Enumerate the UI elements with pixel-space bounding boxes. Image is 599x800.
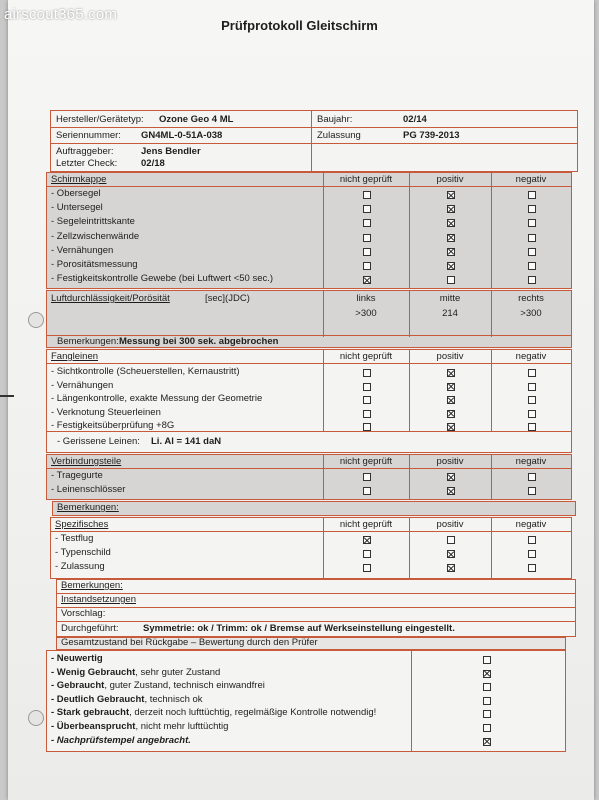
- fang-item-label: - Längenkontrolle, exakte Messung der Geometrie: [51, 393, 263, 404]
- spez-item-positiv-checkbox[interactable]: [447, 564, 455, 572]
- schirm-item-positiv-checkbox[interactable]: [447, 191, 455, 199]
- schirm-item-label: - Zellzwischenwände: [51, 230, 140, 242]
- fangleinen-section: [46, 349, 572, 453]
- schirm-item-negativ-checkbox[interactable]: [528, 205, 536, 213]
- fang-item-nicht-checkbox[interactable]: [363, 423, 371, 431]
- gesamt-section: [46, 650, 566, 752]
- header-box: [50, 110, 578, 172]
- fang-item-negativ-checkbox[interactable]: [528, 423, 536, 431]
- schirm-item-negativ-checkbox[interactable]: [528, 248, 536, 256]
- verb-item-label: - Leinenschlösser: [51, 484, 126, 495]
- gesamt-item-rest: , derzeit noch lufttüchtig, regelmäßige Kontrolle notwendig!: [129, 707, 377, 719]
- gesamt-item-bold: - Deutlich Gebraucht: [51, 693, 145, 705]
- watermark: airscout365.com: [4, 6, 118, 23]
- luft-title: Luftdurchlässigkeit/Porösität: [51, 293, 170, 304]
- hersteller-label: Hersteller/Gerätetyp:: [56, 114, 144, 125]
- gesamt-item-bold: - Wenig Gebraucht: [51, 666, 136, 678]
- verb-col-negativ: negativ: [515, 456, 547, 467]
- fold-mark: [0, 395, 14, 397]
- vorschlag-label: Vorschlag:: [61, 608, 106, 619]
- luft-col-rechts: rechts: [518, 293, 544, 304]
- schirm-item-negativ-checkbox[interactable]: [528, 191, 536, 199]
- gesamt-item-label: [51, 653, 103, 664]
- fang-item-positiv-checkbox[interactable]: [447, 410, 455, 418]
- spez-item-label: - Typenschild: [55, 547, 111, 558]
- gesamt-item-label: [51, 667, 220, 678]
- fang-col-positiv: positiv: [436, 351, 464, 362]
- fang-item-nicht-checkbox[interactable]: [363, 383, 371, 391]
- spez-remark-label: Bemerkungen:: [61, 580, 123, 591]
- fang-col-nicht: nicht geprüft: [339, 351, 393, 362]
- zulassung-value: PG 739-2013: [403, 130, 460, 141]
- fang-item-label: - Verknotung Steuerleinen: [51, 406, 161, 418]
- verbindung-remark-box: [52, 501, 576, 516]
- luft-col-links: links: [356, 293, 376, 304]
- gesamt-item-bold: - Überbeansprucht: [51, 721, 136, 732]
- verb-item-nicht-checkbox[interactable]: [363, 487, 371, 495]
- gesamt-title: Gesamtzustand bei Rückgabe – Bewertung durch den Prüfer: [61, 637, 318, 648]
- spez-col-negativ: negativ: [515, 519, 547, 530]
- gesamt-checkbox[interactable]: [483, 683, 491, 691]
- gesamt-checkbox[interactable]: [483, 724, 491, 732]
- verb-item-positiv-checkbox[interactable]: [447, 473, 455, 481]
- luft-value-mitte: 214: [442, 308, 458, 319]
- punch-hole-bottom: [28, 710, 44, 726]
- punch-hole-top: [28, 312, 44, 328]
- gesamt-item-bold: - Nachprüfstempel angebracht.: [51, 734, 191, 746]
- page-title: Prüfprotokoll Gleitschirm: [221, 18, 378, 33]
- gesamt-item-label: [51, 694, 203, 705]
- serien-label: Seriennummer:: [56, 130, 121, 141]
- gesamt-item-rest: , nicht mehr lufttüchtig: [135, 721, 229, 732]
- fang-col-negativ: negativ: [515, 351, 547, 362]
- schirmkappe-section: [46, 172, 572, 289]
- schirm-item-positiv-checkbox[interactable]: [447, 276, 455, 284]
- verb-col-positiv: positiv: [436, 456, 464, 467]
- fang-item-nicht-checkbox[interactable]: [363, 396, 371, 404]
- gesamt-checkbox[interactable]: [483, 738, 491, 746]
- schirm-item-label: - Vernähungen: [51, 244, 114, 256]
- gesamt-item-bold: - Neuwertig: [51, 653, 103, 664]
- check-value: 02/18: [141, 158, 165, 169]
- spez-col-nicht: nicht geprüft: [339, 519, 393, 530]
- schirm-item-nicht-checkbox[interactable]: [363, 262, 371, 270]
- luft-value-rechts: >300: [520, 308, 542, 319]
- gesamt-title-box: [56, 637, 566, 650]
- baujahr-label: Baujahr:: [317, 114, 353, 125]
- schirm-item-label: - Segeleintrittskante: [51, 216, 135, 228]
- fang-item-positiv-checkbox[interactable]: [447, 383, 455, 391]
- spez-item-negativ-checkbox[interactable]: [528, 550, 536, 558]
- fang-item-label: - Vernähungen: [51, 379, 114, 391]
- gesamt-item-rest: , guter Zustand, technisch einwandfrei: [104, 680, 265, 692]
- schirm-item-positiv-checkbox[interactable]: [447, 205, 455, 213]
- fangleinen-title: Fangleinen: [51, 351, 99, 362]
- zulassung-label: Zulassung: [317, 130, 361, 141]
- fang-item-nicht-checkbox[interactable]: [363, 369, 371, 377]
- instand-section: [56, 579, 576, 637]
- luft-col-mitte: mitte: [439, 293, 461, 304]
- gesamt-checkbox[interactable]: [483, 656, 491, 664]
- spez-item-positiv-checkbox[interactable]: [447, 550, 455, 558]
- gesamt-item-label: [51, 721, 228, 732]
- luft-unit: [sec](JDC): [205, 293, 250, 304]
- gesamt-item-label: [51, 680, 265, 691]
- verbindung-title: Verbindungsteile: [51, 456, 122, 467]
- schirm-item-label: - Untersegel: [51, 202, 103, 214]
- serien-value: GN4ML-0-51A-038: [141, 130, 223, 141]
- schirmkappe-title: Schirmkappe: [51, 174, 107, 185]
- luft-value-links: >300: [355, 308, 377, 319]
- fang-item-positiv-checkbox[interactable]: [447, 396, 455, 404]
- col-positiv: positiv: [436, 174, 464, 185]
- gesamt-item-rest: , technisch ok: [144, 693, 203, 705]
- verb-item-nicht-checkbox[interactable]: [363, 473, 371, 481]
- spez-item-label: - Testflug: [55, 533, 94, 544]
- schirm-item-positiv-checkbox[interactable]: [447, 248, 455, 256]
- schirm-item-nicht-checkbox[interactable]: [363, 276, 371, 284]
- gesamt-item-bold: - Gebraucht: [51, 680, 105, 692]
- schirm-item-negativ-checkbox[interactable]: [528, 234, 536, 242]
- fang-item-positiv-checkbox[interactable]: [447, 369, 455, 377]
- schirm-item-nicht-checkbox[interactable]: [363, 219, 371, 227]
- schirm-item-negativ-checkbox[interactable]: [528, 262, 536, 270]
- gesamt-item-label: [51, 707, 376, 718]
- durch-value: Symmetrie: ok / Trimm: ok / Bremse auf Werkseinstellung eingestellt.: [143, 623, 455, 634]
- verb-item-negativ-checkbox[interactable]: [528, 487, 536, 495]
- gerissene-label: - Gerissene Leinen:: [57, 436, 140, 447]
- fang-item-nicht-checkbox[interactable]: [363, 410, 371, 418]
- schirm-item-nicht-checkbox[interactable]: [363, 205, 371, 213]
- gesamt-item-rest: , sehr guter Zustand: [135, 666, 221, 678]
- spez-item-label: - Zulassung: [55, 561, 105, 572]
- schirm-item-negativ-checkbox[interactable]: [528, 276, 536, 284]
- spez-item-nicht-checkbox[interactable]: [363, 564, 371, 572]
- durch-label: Durchgeführt:: [61, 623, 119, 634]
- verb-item-negativ-checkbox[interactable]: [528, 473, 536, 481]
- verbindung-remark-label: Bemerkungen:: [57, 502, 119, 513]
- fang-item-negativ-checkbox[interactable]: [528, 383, 536, 391]
- schirm-item-positiv-checkbox[interactable]: [447, 262, 455, 270]
- luft-remark-label: Bemerkungen:: [57, 336, 119, 347]
- spez-col-positiv: positiv: [436, 519, 464, 530]
- schirm-item-label: - Porositätsmessung: [51, 259, 138, 270]
- verb-item-label: - Tragegurte: [51, 470, 103, 481]
- check-label: Letzter Check:: [56, 158, 118, 169]
- schirm-item-label: - Festigkeitskontrolle Gewebe (bei Luftwert <50 sec.): [51, 273, 274, 285]
- hersteller-value: Ozone Geo 4 ML: [159, 114, 234, 125]
- verb-item-positiv-checkbox[interactable]: [447, 487, 455, 495]
- spezifisches-section: [50, 517, 572, 579]
- col-nicht-geprueft: nicht geprüft: [339, 174, 393, 185]
- spez-item-negativ-checkbox[interactable]: [528, 536, 536, 544]
- luft-section: [46, 290, 572, 348]
- verbindung-section: [46, 454, 572, 500]
- schirm-item-negativ-checkbox[interactable]: [528, 219, 536, 227]
- fang-item-label: - Festigkeitsüberprüfung +8G: [51, 420, 175, 431]
- instand-title: Instandsetzungen: [61, 594, 137, 605]
- fang-item-negativ-checkbox[interactable]: [528, 396, 536, 404]
- spez-item-nicht-checkbox[interactable]: [363, 550, 371, 558]
- schirm-item-positiv-checkbox[interactable]: [447, 219, 455, 227]
- gesamt-checkbox[interactable]: [483, 670, 491, 678]
- luft-remark-value: Messung bei 300 sek. abgebrochen: [119, 336, 279, 347]
- auftrag-value: Jens Bendler: [141, 146, 201, 157]
- gesamt-checkbox[interactable]: [483, 710, 491, 718]
- verb-col-nicht: nicht geprüft: [339, 456, 393, 467]
- schirm-item-nicht-checkbox[interactable]: [363, 191, 371, 199]
- fang-item-negativ-checkbox[interactable]: [528, 369, 536, 377]
- spezifisches-title: Spezifisches: [55, 519, 109, 530]
- spez-item-nicht-checkbox[interactable]: [363, 536, 371, 544]
- schirm-item-nicht-checkbox[interactable]: [363, 234, 371, 242]
- auftrag-label: Auftraggeber:: [56, 146, 114, 157]
- baujahr-value: 02/14: [403, 114, 427, 125]
- gesamt-item-label: [51, 735, 191, 746]
- fang-item-negativ-checkbox[interactable]: [528, 410, 536, 418]
- gerissene-value: Li. Al = 141 daN: [151, 436, 222, 447]
- fang-item-label: - Sichtkontrolle (Scheuerstellen, Kernaustritt): [51, 366, 240, 377]
- fang-item-positiv-checkbox[interactable]: [447, 423, 455, 431]
- spez-item-positiv-checkbox[interactable]: [447, 536, 455, 544]
- schirm-item-label: - Obersegel: [51, 188, 101, 199]
- gesamt-checkbox[interactable]: [483, 697, 491, 705]
- col-negativ: negativ: [515, 174, 547, 185]
- schirm-item-nicht-checkbox[interactable]: [363, 248, 371, 256]
- gesamt-item-bold: - Stark gebraucht: [51, 707, 130, 719]
- spez-item-negativ-checkbox[interactable]: [528, 564, 536, 572]
- schirm-item-positiv-checkbox[interactable]: [447, 234, 455, 242]
